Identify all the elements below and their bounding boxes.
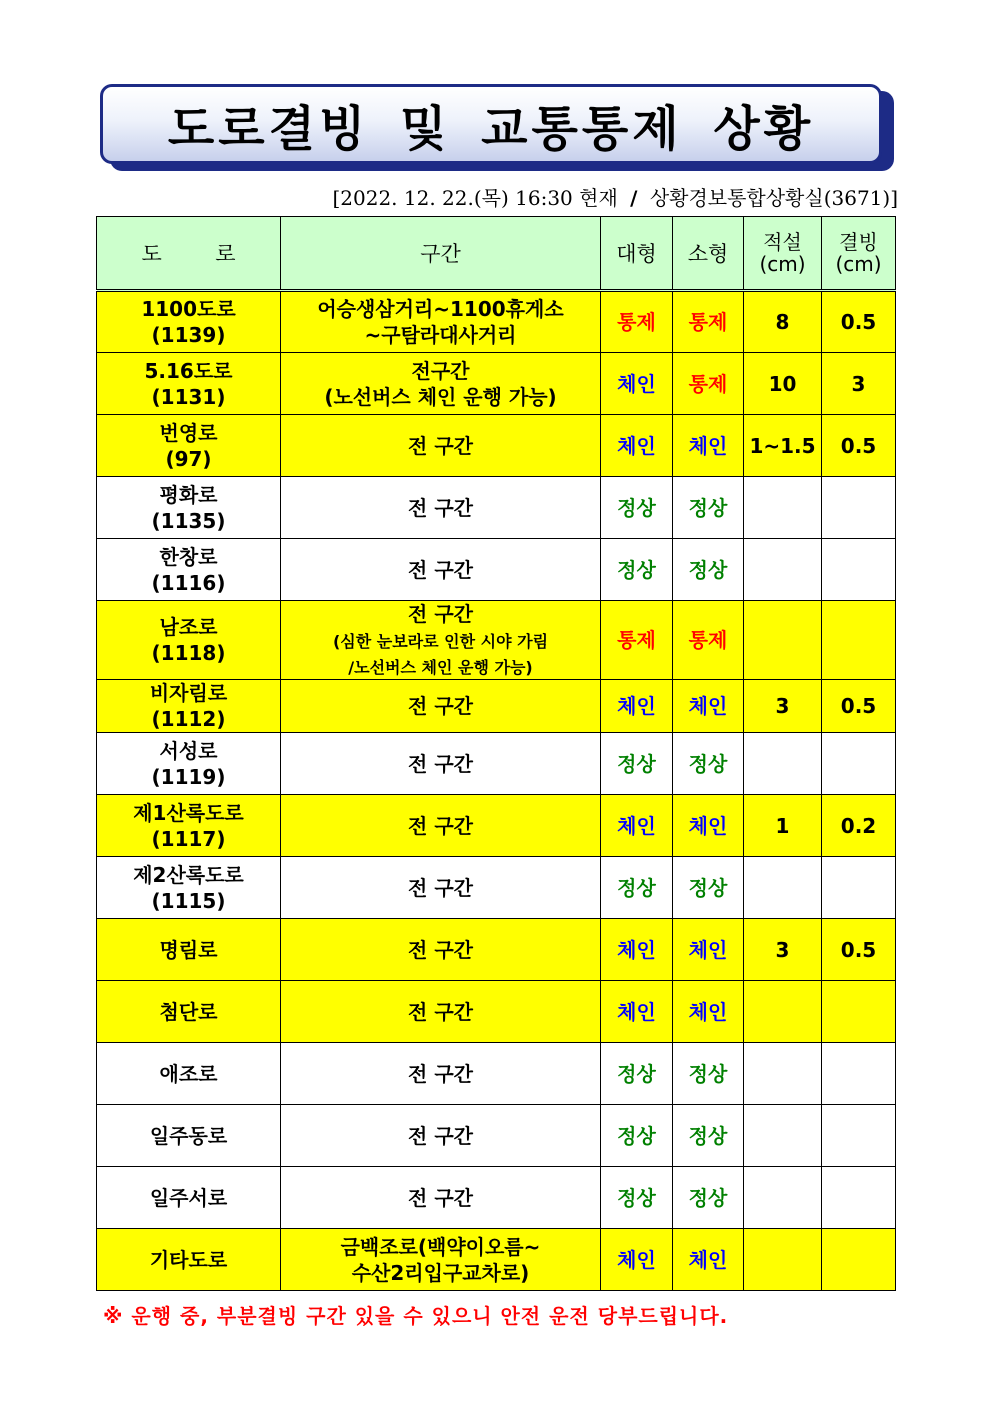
road-name: 제1산록도로 (133, 800, 244, 825)
cell-section (281, 353, 601, 415)
section-line-1: 전 구간 (408, 1185, 473, 1210)
cell-small-vehicle-status: 정상 (673, 1167, 744, 1229)
cell-road (97, 1105, 281, 1167)
cell-snow-depth: 1~1.5 (744, 415, 822, 477)
table-row (97, 680, 896, 733)
road-code: (1116) (151, 570, 226, 595)
subtitle-separator: / (630, 186, 638, 210)
section-line-2: 수산2리입구교차로) (351, 1260, 530, 1285)
header-large: 대형 (601, 217, 673, 291)
cell-snow-depth (744, 1105, 822, 1167)
cell-ice-depth (822, 601, 896, 680)
cell-small-vehicle-status: 정상 (673, 539, 744, 601)
road-code: (1139) (151, 323, 226, 347)
section-line-1: 전 구간 (408, 433, 473, 458)
section-line-1: 전 구간 (408, 1123, 473, 1148)
cell-road (97, 733, 281, 795)
cell-large-vehicle-status: 체인 (601, 919, 673, 981)
header-road: 도 로 (97, 217, 281, 291)
cell-section (281, 981, 601, 1043)
cell-small-vehicle-status: 정상 (673, 733, 744, 795)
cell-large-vehicle-status: 정상 (601, 733, 673, 795)
cell-snow-depth: 10 (744, 353, 822, 415)
safety-notice: ※ 운행 중, 부분결빙 구간 있을 수 있으니 안전 운전 당부드립니다. (103, 1304, 729, 1328)
cell-snow-depth (744, 1229, 822, 1291)
cell-snow-depth (744, 539, 822, 601)
cell-snow-depth (744, 601, 822, 680)
cell-section (281, 1105, 601, 1167)
road-code: (1135) (151, 508, 226, 533)
table-row (97, 733, 896, 795)
road-name: 명림로 (159, 937, 218, 962)
cell-snow-depth: 1 (744, 795, 822, 857)
header-ice: 결빙 (cm) (822, 217, 896, 291)
section-line-1: 전 구간 (408, 495, 473, 520)
road-name: 일주서로 (149, 1185, 228, 1210)
road-code: (97) (165, 446, 212, 471)
road-name: 비자림로 (149, 681, 228, 705)
cell-ice-depth (822, 1229, 896, 1291)
cell-small-vehicle-status: 정상 (673, 477, 744, 539)
report-timestamp (332, 182, 898, 211)
cell-ice-depth (822, 1043, 896, 1105)
cell-small-vehicle-status: 통제 (673, 353, 744, 415)
cell-road (97, 601, 281, 680)
cell-large-vehicle-status: 정상 (601, 477, 673, 539)
section-line-3: /노선버스 체인 운행 가능) (348, 658, 533, 677)
cell-section (281, 733, 601, 795)
cell-section (281, 680, 601, 733)
road-name: 첨단로 (159, 999, 218, 1024)
road-code: (1115) (151, 888, 226, 913)
cell-section (281, 919, 601, 981)
table-row (97, 1167, 896, 1229)
cell-road (97, 1229, 281, 1291)
road-name: 기타도로 (149, 1247, 228, 1272)
cell-road (97, 981, 281, 1043)
section-line-1: 전 구간 (408, 875, 473, 900)
cell-small-vehicle-status: 정상 (673, 1043, 744, 1105)
table-row (97, 415, 896, 477)
road-status-table (96, 216, 896, 1291)
road-name: 평화로 (159, 482, 218, 507)
header-section: 구간 (281, 217, 601, 291)
road-code: (1119) (151, 764, 226, 789)
cell-small-vehicle-status: 정상 (673, 857, 744, 919)
cell-road (97, 680, 281, 733)
section-line-1: 금백조로(백약이오름~ (340, 1234, 541, 1259)
cell-snow-depth (744, 733, 822, 795)
cell-road (97, 1043, 281, 1105)
road-name: 1100도로 (141, 297, 236, 321)
road-name: 한창로 (159, 544, 218, 569)
table-row (97, 539, 896, 601)
cell-snow-depth (744, 1043, 822, 1105)
cell-road (97, 353, 281, 415)
cell-section (281, 857, 601, 919)
cell-large-vehicle-status: 체인 (601, 795, 673, 857)
cell-large-vehicle-status: 체인 (601, 353, 673, 415)
table-body (97, 291, 896, 1291)
table-row (97, 601, 896, 680)
cell-section (281, 415, 601, 477)
cell-snow-depth (744, 981, 822, 1043)
cell-ice-depth (822, 981, 896, 1043)
header-small: 소형 (673, 217, 744, 291)
table-row (97, 981, 896, 1043)
cell-ice-depth: 0.2 (822, 795, 896, 857)
table-row (97, 291, 896, 353)
cell-section (281, 1043, 601, 1105)
page-title: 도로결빙 및 교통통제 상황 (167, 100, 815, 157)
section-line-1: 전 구간 (408, 602, 473, 626)
road-code: (1112) (151, 707, 226, 731)
cell-small-vehicle-status: 정상 (673, 1105, 744, 1167)
road-name: 남조로 (159, 615, 218, 639)
section-line-2: (심한 눈보라로 인한 시야 가림 (332, 632, 549, 651)
cell-ice-depth: 0.5 (822, 415, 896, 477)
cell-ice-depth: 0.5 (822, 680, 896, 733)
cell-large-vehicle-status: 체인 (601, 680, 673, 733)
road-code: (1117) (151, 826, 226, 851)
cell-small-vehicle-status: 체인 (673, 795, 744, 857)
cell-snow-depth: 8 (744, 291, 822, 353)
table-row (97, 477, 896, 539)
cell-large-vehicle-status: 정상 (601, 1043, 673, 1105)
cell-ice-depth (822, 857, 896, 919)
cell-small-vehicle-status: 체인 (673, 1229, 744, 1291)
cell-ice-depth (822, 733, 896, 795)
cell-section (281, 795, 601, 857)
cell-small-vehicle-status: 통제 (673, 601, 744, 680)
section-line-2: (노선버스 체인 운행 가능) (324, 384, 557, 409)
section-line-1: 전 구간 (408, 751, 473, 776)
road-name: 애조로 (159, 1061, 218, 1086)
road-name: 번영로 (159, 420, 218, 445)
cell-ice-depth: 0.5 (822, 919, 896, 981)
section-line-1: 전 구간 (408, 1061, 473, 1086)
report-office: 상황경보통합상황실(3671)] (649, 186, 898, 210)
cell-large-vehicle-status: 정상 (601, 539, 673, 601)
cell-road (97, 477, 281, 539)
table-row (97, 919, 896, 981)
cell-ice-depth (822, 1105, 896, 1167)
cell-small-vehicle-status: 통제 (673, 291, 744, 353)
section-line-1: 전구간 (411, 358, 470, 383)
cell-ice-depth: 0.5 (822, 291, 896, 353)
cell-road (97, 857, 281, 919)
cell-road (97, 415, 281, 477)
cell-snow-depth: 3 (744, 680, 822, 733)
cell-snow-depth: 3 (744, 919, 822, 981)
report-datetime: [2022. 12. 22.(목) 16:30 현재 (332, 186, 618, 210)
cell-ice-depth: 3 (822, 353, 896, 415)
table-row (97, 353, 896, 415)
cell-large-vehicle-status: 체인 (601, 1229, 673, 1291)
road-name: 일주동로 (149, 1123, 228, 1148)
cell-ice-depth (822, 539, 896, 601)
cell-section (281, 1167, 601, 1229)
cell-large-vehicle-status: 체인 (601, 415, 673, 477)
section-line-1: 전 구간 (408, 937, 473, 962)
section-line-1: 전 구간 (408, 999, 473, 1024)
cell-road (97, 291, 281, 353)
cell-section (281, 539, 601, 601)
section-line-1: 전 구간 (408, 557, 473, 582)
section-line-1: 전 구간 (408, 694, 473, 718)
cell-large-vehicle-status: 통제 (601, 601, 673, 680)
table-row (97, 1043, 896, 1105)
cell-section (281, 601, 601, 680)
table-row (97, 1229, 896, 1291)
cell-large-vehicle-status: 정상 (601, 857, 673, 919)
section-line-1: 어승생삼거리~1100휴게소 (317, 297, 564, 321)
road-code: (1118) (151, 641, 226, 665)
cell-small-vehicle-status: 체인 (673, 680, 744, 733)
table-header-row (97, 217, 896, 291)
cell-snow-depth (744, 477, 822, 539)
cell-small-vehicle-status: 체인 (673, 981, 744, 1043)
cell-section (281, 1229, 601, 1291)
table-row (97, 857, 896, 919)
road-code: (1131) (151, 384, 226, 409)
cell-snow-depth (744, 857, 822, 919)
cell-road (97, 795, 281, 857)
cell-small-vehicle-status: 체인 (673, 415, 744, 477)
road-name: 5.16도로 (144, 358, 233, 383)
title-banner (100, 84, 882, 164)
road-name: 서성로 (159, 738, 218, 763)
cell-large-vehicle-status: 통제 (601, 291, 673, 353)
cell-ice-depth (822, 477, 896, 539)
cell-road (97, 919, 281, 981)
cell-section (281, 291, 601, 353)
cell-large-vehicle-status: 체인 (601, 981, 673, 1043)
cell-small-vehicle-status: 체인 (673, 919, 744, 981)
section-line-2: ~구탐라대사거리 (364, 323, 517, 347)
cell-snow-depth (744, 1167, 822, 1229)
header-snow: 적설 (cm) (744, 217, 822, 291)
table-row (97, 1105, 896, 1167)
cell-large-vehicle-status: 정상 (601, 1167, 673, 1229)
cell-section (281, 477, 601, 539)
road-name: 제2산록도로 (133, 862, 244, 887)
cell-large-vehicle-status: 정상 (601, 1105, 673, 1167)
cell-ice-depth (822, 1167, 896, 1229)
cell-road (97, 539, 281, 601)
section-line-1: 전 구간 (408, 813, 473, 838)
table-row (97, 795, 896, 857)
cell-road (97, 1167, 281, 1229)
